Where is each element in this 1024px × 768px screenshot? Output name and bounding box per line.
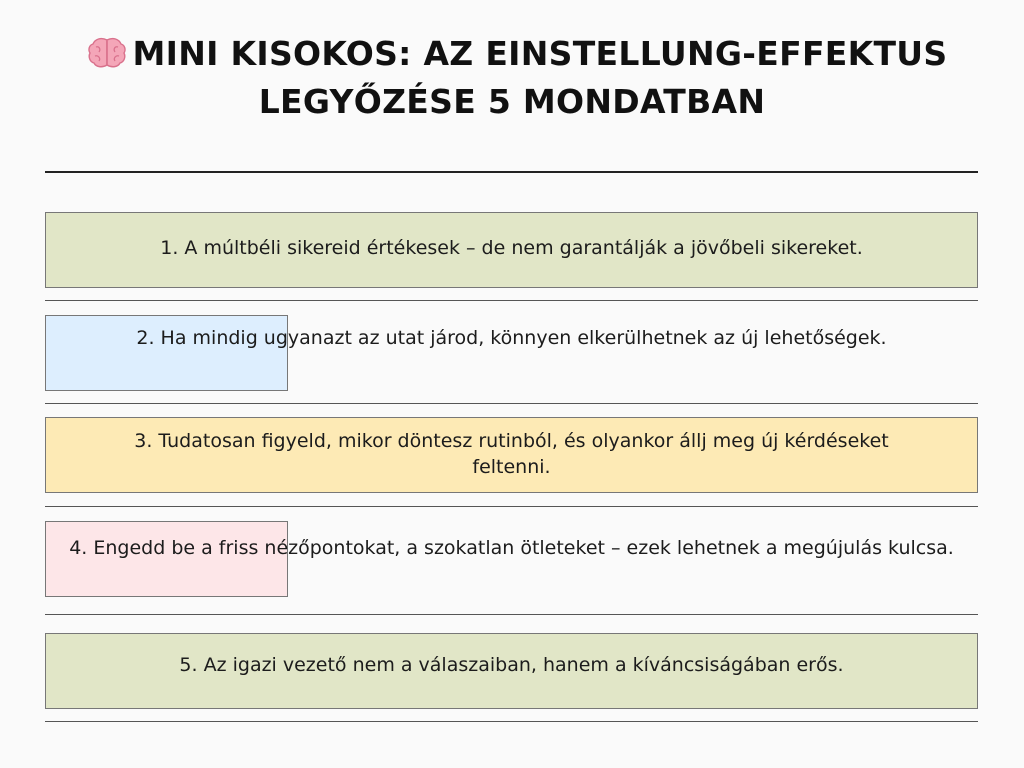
title-line-2: LEGYŐZÉSE 5 MONDATBAN	[258, 82, 766, 121]
title-line-1	[0, 30, 1024, 78]
item-1-divider	[45, 300, 978, 301]
item-3-text: 3. Tudatosan figyeld, mikor döntesz rutinból, és olyankor állj meg új kérdéseket feltenni.	[134, 430, 889, 478]
page-title	[0, 30, 1024, 126]
item-3-divider	[45, 506, 978, 507]
brain-icon	[87, 36, 127, 70]
item-2-text: 2. Ha mindig ugyanazt az utat járod, könnyen elkerülhetnek az új lehetőségek.	[136, 327, 887, 349]
item-4-divider	[45, 614, 978, 615]
title-text-1: MINI KISOKOS: AZ EINSTELLUNG-EFFEKTUS	[132, 34, 948, 73]
item-1-text: 1. A múltbéli sikereid értékesek – de nem garantálják a jövőbeli sikereket.	[160, 237, 863, 259]
title-divider	[45, 171, 978, 173]
item-5-divider	[45, 721, 978, 722]
item-5-text: 5. Az igazi vezető nem a válaszaiban, hanem a kíváncsiságában erős.	[179, 654, 844, 676]
item-4-text: 4. Engedd be a friss nézőpontokat, a szokatlan ötleteket – ezek lehetnek a megújulás kulcsa.	[69, 537, 954, 559]
item-2-divider	[45, 403, 978, 404]
